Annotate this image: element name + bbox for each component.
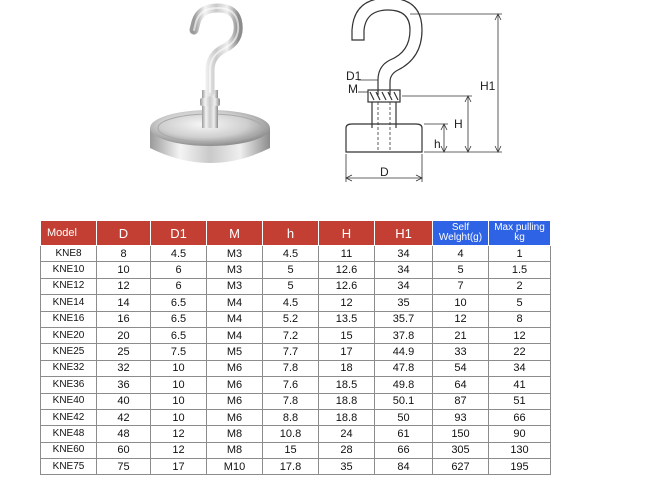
cell-h-lower: 15: [263, 442, 319, 458]
cell-h-lower: 4.5: [263, 246, 319, 262]
cell-d1: 6: [151, 278, 207, 294]
cell-d: 8: [97, 246, 151, 262]
cell-d1: 6.5: [151, 295, 207, 311]
cell-pull: 90: [489, 426, 551, 442]
table-row: [41, 393, 551, 409]
cell-d1: 10: [151, 377, 207, 393]
cell-pull: 2: [489, 278, 551, 294]
cell-model: KNE16: [41, 311, 97, 327]
cell-h1: 44.9: [375, 344, 433, 360]
cell-weight: 5: [433, 262, 489, 278]
label-h-lower: h: [434, 137, 441, 151]
cell-pull: 1.5: [489, 262, 551, 278]
table-row: [41, 262, 551, 278]
cell-model: KNE8: [41, 246, 97, 262]
cell-h-upper: 12.6: [319, 278, 375, 294]
cell-h-lower: 8.8: [263, 409, 319, 425]
cell-d1: 4.5: [151, 246, 207, 262]
cell-m: M4: [207, 295, 263, 311]
cell-model: KNE20: [41, 327, 97, 343]
cell-h1: 84: [375, 459, 433, 475]
header-max-pulling: [489, 221, 551, 246]
cell-weight: 12: [433, 311, 489, 327]
cell-weight: 4: [433, 246, 489, 262]
header-d: D: [97, 221, 151, 246]
cell-m: M8: [207, 426, 263, 442]
table-header-row: [41, 221, 551, 246]
cell-pull: 66: [489, 409, 551, 425]
dimension-diagram: [330, 0, 530, 195]
cell-d1: 10: [151, 409, 207, 425]
table-row: [41, 409, 551, 425]
cell-model: KNE40: [41, 393, 97, 409]
cell-d: 16: [97, 311, 151, 327]
cell-h-upper: 12: [319, 295, 375, 311]
cell-h1: 34: [375, 246, 433, 262]
cell-h-upper: 17: [319, 344, 375, 360]
cell-model: KNE14: [41, 295, 97, 311]
cell-pull: 130: [489, 442, 551, 458]
cell-model: KNE32: [41, 360, 97, 376]
cell-model: KNE42: [41, 409, 97, 425]
cell-h-lower: 7.7: [263, 344, 319, 360]
cell-h-upper: 13.5: [319, 311, 375, 327]
cell-d1: 6.5: [151, 327, 207, 343]
cell-weight: 93: [433, 409, 489, 425]
header-h-upper: H: [319, 221, 375, 246]
cell-m: M4: [207, 311, 263, 327]
table-row: [41, 311, 551, 327]
cell-m: M6: [207, 393, 263, 409]
cell-h1: 37.8: [375, 327, 433, 343]
cell-weight: 21: [433, 327, 489, 343]
cell-pull: 51: [489, 393, 551, 409]
cell-h-upper: 18.5: [319, 377, 375, 393]
header-max-pulling-line1: Max pulling: [494, 222, 545, 233]
cell-d: 48: [97, 426, 151, 442]
header-self-weight-line2: Welght(g): [438, 232, 483, 243]
label-h1: H1: [480, 79, 496, 93]
cell-d: 32: [97, 360, 151, 376]
cell-pull: 12: [489, 327, 551, 343]
cell-h-upper: 18.8: [319, 393, 375, 409]
cell-d: 10: [97, 262, 151, 278]
header-max-pulling-line2: kg: [514, 232, 525, 243]
table-row: [41, 426, 551, 442]
cell-d1: 12: [151, 442, 207, 458]
cell-d: 42: [97, 409, 151, 425]
cell-pull: 5: [489, 295, 551, 311]
cell-weight: 7: [433, 278, 489, 294]
cell-pull: 1: [489, 246, 551, 262]
cell-h-upper: 11: [319, 246, 375, 262]
table-row: [41, 344, 551, 360]
cell-model: KNE36: [41, 377, 97, 393]
cell-h-upper: 24: [319, 426, 375, 442]
cell-pull: 195: [489, 459, 551, 475]
cell-d: 25: [97, 344, 151, 360]
cell-m: M8: [207, 442, 263, 458]
cell-m: M10: [207, 459, 263, 475]
cell-h1: 34: [375, 262, 433, 278]
cell-m: M3: [207, 262, 263, 278]
cell-model: KNE10: [41, 262, 97, 278]
cell-model: KNE75: [41, 459, 97, 475]
cell-h-lower: 7.6: [263, 377, 319, 393]
table-row: [41, 327, 551, 343]
cell-h1: 50.1: [375, 393, 433, 409]
cell-d: 14: [97, 295, 151, 311]
cell-model: KNE60: [41, 442, 97, 458]
header-d1: D1: [151, 221, 207, 246]
cell-weight: 87: [433, 393, 489, 409]
cell-d1: 10: [151, 393, 207, 409]
cell-h1: 49.8: [375, 377, 433, 393]
cell-d1: 6.5: [151, 311, 207, 327]
table-row: [41, 377, 551, 393]
header-m: M: [207, 221, 263, 246]
label-d: D: [380, 165, 389, 179]
cell-h-lower: 4.5: [263, 295, 319, 311]
cell-model: KNE12: [41, 278, 97, 294]
cell-h1: 35.7: [375, 311, 433, 327]
cell-weight: 64: [433, 377, 489, 393]
cell-pull: 22: [489, 344, 551, 360]
cell-h1: 35: [375, 295, 433, 311]
cell-h-upper: 12.6: [319, 262, 375, 278]
cell-m: M3: [207, 246, 263, 262]
table-row: [41, 246, 551, 262]
magnet-hook-image: [130, 0, 290, 190]
cell-h-lower: 7.8: [263, 393, 319, 409]
cell-h-lower: 5: [263, 262, 319, 278]
cell-weight: 10: [433, 295, 489, 311]
table-row: [41, 360, 551, 376]
header-self-weight-line1: Self: [451, 222, 470, 233]
cell-h1: 61: [375, 426, 433, 442]
cell-m: M3: [207, 278, 263, 294]
spec-table: [40, 220, 551, 475]
label-d1: D1: [346, 69, 362, 83]
cell-h-upper: 18.8: [319, 409, 375, 425]
technical-drawing: [330, 0, 530, 195]
cell-h-lower: 7.2: [263, 327, 319, 343]
cell-d: 36: [97, 377, 151, 393]
cell-d: 75: [97, 459, 151, 475]
cell-h-lower: 7.8: [263, 360, 319, 376]
table-row: [41, 459, 551, 475]
cell-pull: 41: [489, 377, 551, 393]
cell-h1: 50: [375, 409, 433, 425]
header-self-weight: [433, 221, 489, 246]
cell-d1: 10: [151, 360, 207, 376]
cell-h-upper: 35: [319, 459, 375, 475]
cell-d1: 7.5: [151, 344, 207, 360]
cell-h-upper: 15: [319, 327, 375, 343]
cell-m: M5: [207, 344, 263, 360]
table-row: [41, 295, 551, 311]
label-m: M: [348, 82, 358, 96]
cell-d1: 6: [151, 262, 207, 278]
table-row: [41, 442, 551, 458]
header-h-lower: h: [263, 221, 319, 246]
cell-d: 12: [97, 278, 151, 294]
cell-model: KNE48: [41, 426, 97, 442]
cell-weight: 150: [433, 426, 489, 442]
cell-m: M6: [207, 360, 263, 376]
header-model: Model: [41, 221, 97, 246]
cell-d: 20: [97, 327, 151, 343]
cell-m: M6: [207, 409, 263, 425]
table-body: [41, 246, 551, 475]
cell-m: M6: [207, 377, 263, 393]
cell-h1: 47.8: [375, 360, 433, 376]
cell-h-upper: 18: [319, 360, 375, 376]
cell-h-lower: 5: [263, 278, 319, 294]
cell-d: 40: [97, 393, 151, 409]
cell-pull: 34: [489, 360, 551, 376]
cell-model: KNE25: [41, 344, 97, 360]
cell-h-upper: 28: [319, 442, 375, 458]
cell-weight: 33: [433, 344, 489, 360]
label-h-upper: H: [454, 117, 463, 131]
cell-h-lower: 5.2: [263, 311, 319, 327]
cell-m: M4: [207, 327, 263, 343]
cell-weight: 305: [433, 442, 489, 458]
cell-weight: 54: [433, 360, 489, 376]
cell-d1: 17: [151, 459, 207, 475]
product-photo: [130, 0, 290, 190]
table-row: [41, 278, 551, 294]
cell-weight: 627: [433, 459, 489, 475]
cell-h-lower: 17.8: [263, 459, 319, 475]
cell-d: 60: [97, 442, 151, 458]
cell-h-lower: 10.8: [263, 426, 319, 442]
header-h1: H1: [375, 221, 433, 246]
cell-h1: 66: [375, 442, 433, 458]
cell-h1: 34: [375, 278, 433, 294]
cell-pull: 8: [489, 311, 551, 327]
cell-d1: 12: [151, 426, 207, 442]
